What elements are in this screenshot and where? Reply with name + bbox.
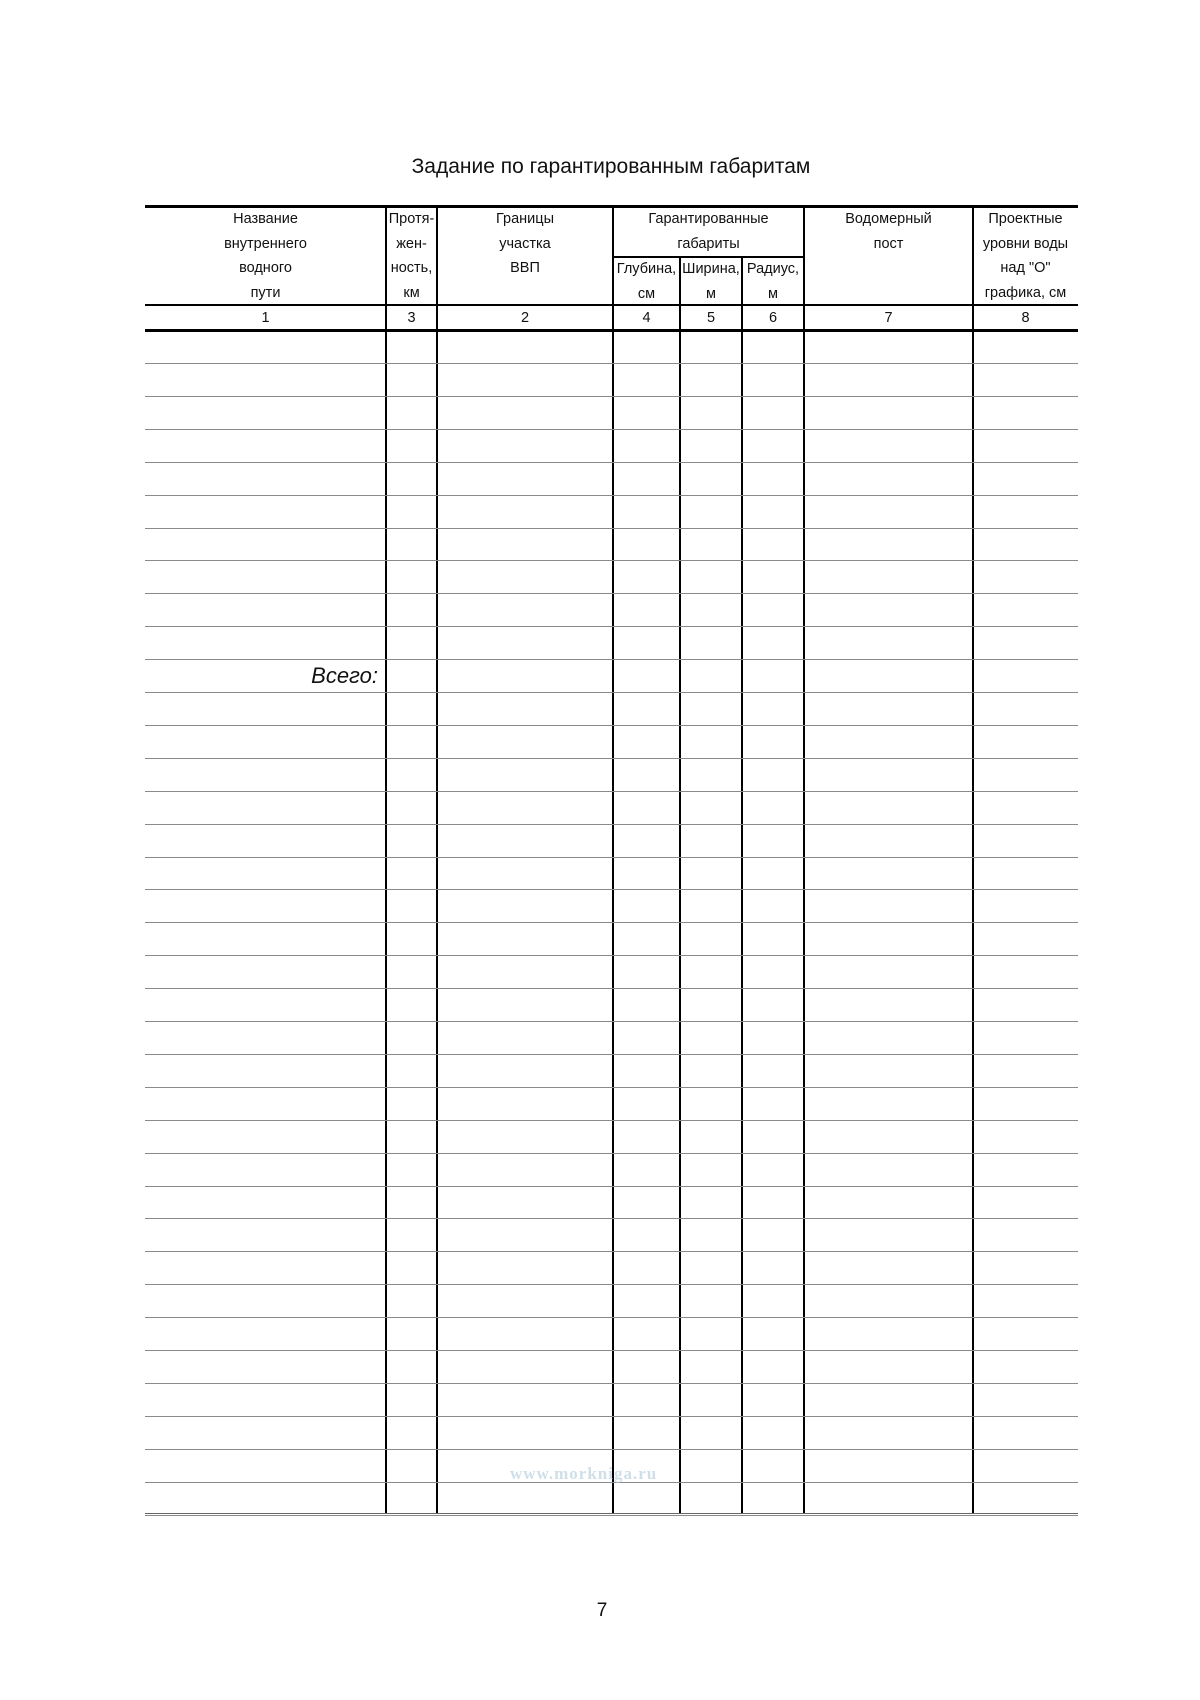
col-number-1: 1 xyxy=(261,310,270,326)
table-bottom-line xyxy=(145,1513,1078,1514)
row-line xyxy=(145,857,1078,858)
col-number-5: 5 xyxy=(706,310,716,326)
row-line xyxy=(145,1153,1078,1154)
row-line xyxy=(145,1120,1078,1121)
row-line xyxy=(145,758,1078,759)
row-line xyxy=(145,1054,1078,1055)
row-line xyxy=(145,495,1078,496)
page-number: 7 xyxy=(596,1600,608,1621)
total-label: Всего: xyxy=(311,663,378,688)
row-line xyxy=(145,1021,1078,1022)
row-line xyxy=(145,560,1078,561)
row-line xyxy=(145,725,1078,726)
row-line xyxy=(145,1416,1078,1417)
row-line xyxy=(145,1087,1078,1088)
row-line xyxy=(145,824,1078,825)
row-line xyxy=(145,1350,1078,1351)
row-line xyxy=(145,1515,1078,1516)
header-col-radius: Радиус, м xyxy=(746,261,800,302)
row-line xyxy=(145,659,1078,660)
row-line xyxy=(145,1251,1078,1252)
row-line xyxy=(145,988,1078,989)
col-number-6: 6 xyxy=(768,310,778,326)
col-number-4: 4 xyxy=(642,310,651,326)
row-line xyxy=(145,889,1078,890)
row-line xyxy=(145,1449,1078,1450)
col-number-2: 2 xyxy=(520,310,530,326)
row-line xyxy=(145,396,1078,397)
header-col-name: Название внутреннего водного пути xyxy=(224,211,307,301)
col-number-8: 8 xyxy=(1021,310,1030,326)
row-line xyxy=(145,922,1078,923)
row-line xyxy=(145,955,1078,956)
row-line xyxy=(145,462,1078,463)
row-line xyxy=(145,429,1078,430)
row-line xyxy=(145,593,1078,594)
row-line xyxy=(145,626,1078,627)
row-line xyxy=(145,1284,1078,1285)
column-line xyxy=(741,256,743,1513)
col-number-7: 7 xyxy=(884,310,893,326)
header-col-guaranteed: Гарантированные габариты xyxy=(648,211,769,252)
row-line xyxy=(145,1317,1078,1318)
page-title: Задание по гарантированным габаритам xyxy=(411,155,811,178)
row-line xyxy=(145,363,1078,364)
header-col-length: Протя- жен- ность, км xyxy=(388,211,435,301)
header-col-bounds: Границы участка ВВП xyxy=(496,211,554,276)
header-col-width: Ширина, м xyxy=(682,261,740,302)
header-col-post: Водомерный пост xyxy=(845,211,932,252)
subheader-line xyxy=(613,256,804,258)
watermark: www.morkniga.ru xyxy=(510,1464,658,1483)
header-col-depth: Глубина, см xyxy=(616,261,677,302)
col-number-3: 3 xyxy=(407,310,416,326)
row-line xyxy=(145,791,1078,792)
row-line xyxy=(145,692,1078,693)
header-col-levels: Проектные уровни воды над "О" графика, см xyxy=(982,211,1069,301)
row-line xyxy=(145,1186,1078,1187)
row-line xyxy=(145,528,1078,529)
column-line xyxy=(679,256,681,1513)
row-line xyxy=(145,1383,1078,1384)
row-line xyxy=(145,1218,1078,1219)
